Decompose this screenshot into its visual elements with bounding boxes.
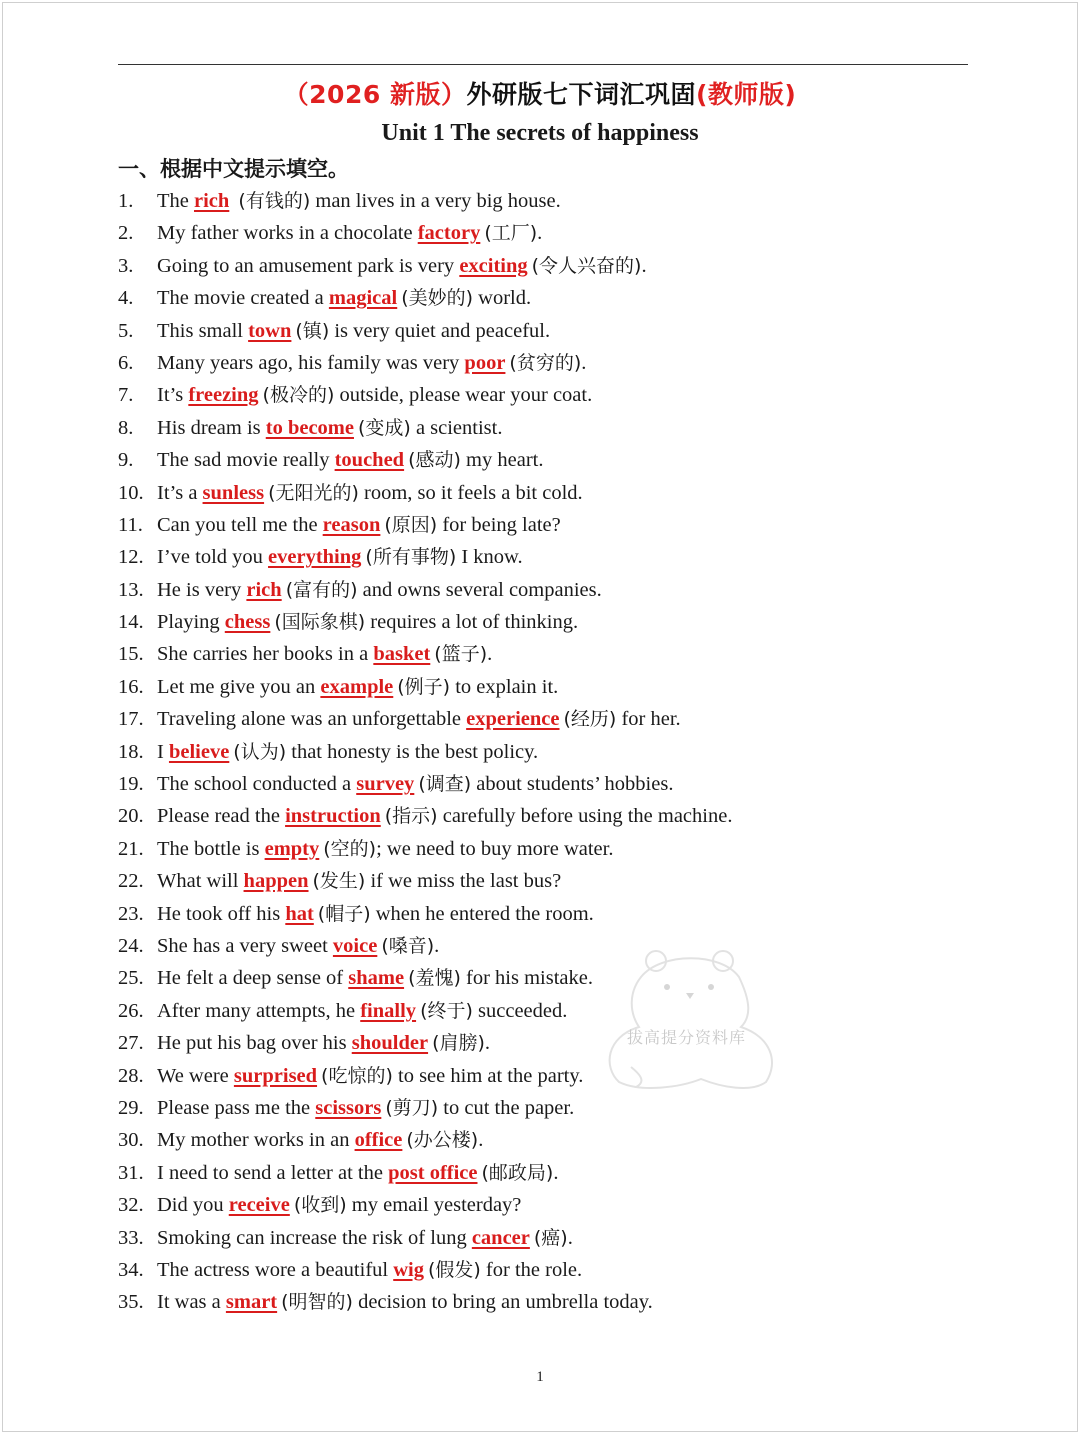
item-number: 17. bbox=[118, 708, 144, 731]
item-text-before: My father works in a chocolate bbox=[157, 222, 418, 245]
item-hint: (感动) bbox=[408, 449, 461, 472]
item-hint: (工厂) bbox=[484, 222, 538, 245]
item-number: 27. bbox=[118, 1032, 144, 1055]
item-hint: (有钱的) bbox=[238, 190, 311, 212]
item-number: 1. bbox=[118, 190, 134, 212]
item-number: 34. bbox=[118, 1258, 144, 1281]
item-number: 16. bbox=[118, 675, 144, 698]
item-answer: example bbox=[320, 675, 394, 698]
item-hint: (假发) bbox=[427, 1258, 481, 1281]
item-answer: freezing bbox=[188, 384, 259, 407]
item-answer: hat bbox=[285, 902, 314, 925]
list-item bbox=[118, 412, 1018, 444]
item-text-before: The actress wore a beautiful bbox=[157, 1258, 394, 1281]
item-number: 23. bbox=[118, 902, 144, 925]
bear-icon bbox=[601, 947, 779, 1093]
item-number: 19. bbox=[118, 773, 144, 796]
item-answer: to become bbox=[265, 416, 354, 439]
item-answer: shoulder bbox=[351, 1032, 429, 1055]
list-item bbox=[118, 185, 1018, 217]
item-text-before: Going to an amusement park is very bbox=[157, 254, 460, 277]
item-answer: survey bbox=[356, 773, 415, 796]
list-item bbox=[118, 444, 1018, 476]
item-text-before: It was a bbox=[157, 1291, 226, 1314]
item-text-after: . bbox=[537, 222, 543, 245]
item-text-before: The school conducted a bbox=[157, 773, 357, 796]
list-item bbox=[118, 509, 1018, 541]
list-item bbox=[118, 1157, 1018, 1189]
item-text-before: Please read the bbox=[157, 805, 286, 828]
item-hint: (美妙的) bbox=[401, 287, 474, 310]
item-hint: (吃惊的) bbox=[321, 1064, 393, 1087]
list-item bbox=[118, 250, 1018, 282]
item-number: 35. bbox=[118, 1291, 144, 1314]
list-item bbox=[118, 217, 1018, 249]
item-hint: (嗓音) bbox=[381, 934, 435, 957]
list-item bbox=[118, 962, 1018, 994]
list-item bbox=[118, 865, 1018, 897]
item-number: 15. bbox=[118, 643, 144, 666]
item-number: 28. bbox=[118, 1064, 144, 1087]
page-number: 1 bbox=[536, 1369, 544, 1385]
item-hint: (羞愧) bbox=[408, 967, 461, 990]
item-number: 30. bbox=[118, 1129, 144, 1152]
item-text-before: Please pass me the bbox=[157, 1096, 316, 1119]
item-answer: post office bbox=[388, 1161, 478, 1184]
list-item bbox=[118, 930, 1018, 962]
item-text-after: requires a lot of thinking. bbox=[365, 611, 579, 634]
item-hint: (原因) bbox=[384, 513, 438, 536]
item-text-before: After many attempts, he bbox=[157, 999, 361, 1022]
item-answer: poor bbox=[464, 351, 506, 374]
item-text-before: He put his bag over his bbox=[157, 1032, 352, 1055]
item-text-before: He took off his bbox=[157, 902, 286, 925]
item-text-after: . bbox=[487, 643, 493, 666]
item-number: 13. bbox=[118, 578, 144, 601]
item-text-after: . bbox=[434, 934, 440, 957]
item-answer: believe bbox=[168, 740, 230, 763]
header-rule bbox=[118, 64, 968, 65]
section-heading: 一、根据中文提示填空。 bbox=[118, 157, 349, 181]
item-hint: (极冷的) bbox=[262, 384, 335, 407]
item-text-after: man lives in a very big house. bbox=[310, 190, 561, 212]
item-text-after: decision to bring an umbrella today. bbox=[352, 1291, 653, 1314]
list-item bbox=[118, 477, 1018, 509]
item-text-before: My mother works in an bbox=[157, 1129, 355, 1152]
item-text-after: . bbox=[478, 1129, 484, 1152]
list-item bbox=[118, 638, 1018, 670]
item-answer: shame bbox=[348, 967, 405, 990]
item-text-after: is very quiet and peaceful. bbox=[329, 319, 551, 342]
item-answer: chess bbox=[224, 611, 271, 634]
item-text-before: Playing bbox=[157, 611, 225, 634]
item-number: 25. bbox=[118, 967, 144, 990]
item-hint: (贫穷的) bbox=[509, 351, 582, 374]
item-answer: surprised bbox=[233, 1064, 318, 1087]
list-item bbox=[118, 833, 1018, 865]
item-number: 4. bbox=[118, 287, 134, 310]
item-text-after: . bbox=[553, 1161, 559, 1184]
item-answer: cancer bbox=[471, 1226, 530, 1249]
item-text-before: The bottle is bbox=[157, 837, 265, 860]
item-answer: smart bbox=[225, 1291, 278, 1314]
watermark-text: 拔高提分资料库 bbox=[627, 1028, 747, 1047]
item-text-before: She carries her books in a bbox=[157, 643, 374, 666]
item-text-after: if we miss the last bus? bbox=[365, 870, 562, 893]
list-item bbox=[118, 1286, 1018, 1318]
item-number: 21. bbox=[118, 837, 144, 860]
item-text-after: to explain it. bbox=[450, 675, 559, 698]
list-item bbox=[118, 1124, 1018, 1156]
item-text-before: He is very bbox=[157, 578, 247, 601]
item-text-after: and owns several companies. bbox=[357, 578, 602, 601]
item-number: 5. bbox=[118, 319, 134, 342]
item-answer: voice bbox=[332, 934, 378, 957]
item-text-after: for being late? bbox=[437, 513, 561, 536]
item-number: 8. bbox=[118, 416, 134, 439]
item-hint: (所有事物) bbox=[365, 546, 457, 569]
item-answer: instruction bbox=[285, 805, 381, 828]
item-answer: sunless bbox=[202, 481, 265, 504]
item-answer: everything bbox=[268, 546, 362, 569]
item-text-before: Can you tell me the bbox=[157, 513, 323, 536]
list-item bbox=[118, 315, 1018, 347]
item-number: 12. bbox=[118, 546, 144, 569]
item-answer: scissors bbox=[315, 1096, 382, 1119]
item-hint: (剪刀) bbox=[385, 1096, 439, 1119]
item-number: 3. bbox=[118, 254, 134, 277]
item-answer: exciting bbox=[459, 254, 528, 277]
title-version: (教师版) bbox=[695, 80, 797, 109]
item-text-after: I know. bbox=[456, 546, 523, 569]
item-text-before: I need to send a letter at the bbox=[157, 1161, 389, 1184]
list-item bbox=[118, 282, 1018, 314]
item-text-before: It’s a bbox=[157, 481, 203, 504]
item-text-after: outside, please wear your coat. bbox=[334, 384, 593, 407]
list-item bbox=[118, 541, 1018, 573]
list-item bbox=[118, 898, 1018, 930]
item-text-after: a scientist. bbox=[410, 416, 503, 439]
document-title bbox=[3, 75, 1077, 111]
item-number: 31. bbox=[118, 1161, 144, 1184]
item-text-after: succeeded. bbox=[472, 999, 568, 1022]
item-hint: (帽子) bbox=[317, 902, 371, 925]
item-answer: happen bbox=[243, 870, 309, 893]
item-text-before: Let me give you an bbox=[157, 675, 321, 698]
item-text-after: when he entered the room. bbox=[370, 902, 594, 925]
item-answer: receive bbox=[228, 1194, 290, 1217]
item-hint: (癌) bbox=[533, 1226, 568, 1249]
item-number: 26. bbox=[118, 999, 144, 1022]
title-main: 外研版七下词汇巩固 bbox=[466, 80, 696, 109]
item-hint: (篮子) bbox=[434, 643, 488, 666]
item-number: 20. bbox=[118, 805, 144, 828]
item-text-before: The bbox=[157, 190, 194, 212]
item-hint: (令人兴奋的) bbox=[531, 254, 642, 277]
item-answer: experience bbox=[466, 708, 560, 731]
title-edition: （2026 新版） bbox=[283, 80, 467, 109]
item-text-after: about students’ hobbies. bbox=[471, 773, 674, 796]
item-text-after: . bbox=[641, 254, 647, 277]
item-answer: rich bbox=[246, 578, 282, 601]
item-answer: town bbox=[248, 319, 292, 342]
item-hint: (指示) bbox=[384, 805, 438, 828]
item-text-after: ; we need to buy more water. bbox=[376, 837, 614, 860]
list-item bbox=[118, 1189, 1018, 1221]
item-hint: (发生) bbox=[312, 870, 366, 893]
item-answer: reason bbox=[322, 513, 381, 536]
item-hint: (肩膀) bbox=[432, 1032, 485, 1055]
item-number: 29. bbox=[118, 1096, 144, 1119]
item-hint: (变成) bbox=[357, 416, 411, 439]
item-text-before: The sad movie really bbox=[157, 449, 335, 472]
document-page bbox=[2, 2, 1078, 1432]
item-hint: (调查) bbox=[418, 773, 472, 796]
item-hint: (例子) bbox=[397, 675, 451, 698]
item-number: 33. bbox=[118, 1226, 144, 1249]
item-number: 2. bbox=[118, 222, 134, 245]
item-hint: (镇) bbox=[295, 319, 330, 342]
item-hint: (空的) bbox=[323, 837, 377, 860]
list-item bbox=[118, 606, 1018, 638]
item-text-before: He felt a deep sense of bbox=[157, 967, 349, 990]
item-number: 11. bbox=[118, 513, 143, 536]
item-text-after: to see him at the party. bbox=[392, 1064, 584, 1087]
item-text-before: I bbox=[157, 740, 169, 763]
item-text-before: We were bbox=[157, 1064, 234, 1087]
item-answer: magical bbox=[328, 287, 398, 310]
item-text-before: It’s bbox=[157, 384, 189, 407]
item-hint: (邮政局) bbox=[481, 1161, 554, 1184]
item-text-after: for her. bbox=[616, 708, 681, 731]
list-item bbox=[118, 1254, 1018, 1286]
item-text-after: to cut the paper. bbox=[438, 1096, 575, 1119]
item-answer: wig bbox=[393, 1258, 424, 1281]
item-hint: (终于) bbox=[420, 999, 473, 1022]
item-text-before: Smoking can increase the risk of lung bbox=[157, 1226, 472, 1249]
list-item bbox=[118, 736, 1018, 768]
item-text-after: that honesty is the best policy. bbox=[286, 740, 539, 763]
item-text-before: I’ve told you bbox=[157, 546, 269, 569]
list-item bbox=[118, 1027, 1018, 1059]
item-number: 18. bbox=[118, 740, 144, 763]
unit-title: Unit 1 The secrets of happiness bbox=[381, 120, 699, 146]
list-item bbox=[118, 347, 1018, 379]
item-text-after: room, so it feels a bit cold. bbox=[358, 481, 583, 504]
item-hint: (收到) bbox=[293, 1194, 347, 1217]
item-hint: (富有的) bbox=[285, 578, 358, 601]
item-hint: (无阳光的) bbox=[268, 481, 359, 504]
list-item bbox=[118, 703, 1018, 735]
item-text-after: my email yesterday? bbox=[346, 1194, 522, 1217]
item-answer: touched bbox=[334, 449, 405, 472]
item-number: 14. bbox=[118, 611, 144, 634]
item-number: 24. bbox=[118, 934, 144, 957]
item-text-before: Traveling alone was an unforgettable bbox=[157, 708, 467, 731]
item-text-after: my heart. bbox=[460, 449, 544, 472]
item-text-after: . bbox=[581, 351, 587, 374]
item-number: 6. bbox=[118, 351, 134, 374]
item-number: 32. bbox=[118, 1194, 144, 1217]
item-hint: (明智的) bbox=[281, 1291, 353, 1314]
item-answer: rich bbox=[194, 190, 230, 212]
list-item bbox=[118, 1092, 1018, 1124]
item-answer: finally bbox=[360, 999, 417, 1022]
item-answer: empty bbox=[264, 837, 320, 860]
item-number: 7. bbox=[118, 384, 134, 407]
item-hint: (认为) bbox=[233, 740, 287, 763]
item-text-after: . bbox=[567, 1226, 573, 1249]
item-answer: basket bbox=[373, 643, 431, 666]
list-item bbox=[118, 574, 1018, 606]
item-text-before: Many years ago, his family was very bbox=[157, 351, 465, 374]
item-text-after: . bbox=[484, 1032, 491, 1055]
item-text-before: His dream is bbox=[157, 416, 266, 439]
item-answer: factory bbox=[417, 222, 481, 245]
item-text-after: for the role. bbox=[480, 1258, 583, 1281]
exercise-list bbox=[118, 185, 1018, 1319]
list-item bbox=[118, 671, 1018, 703]
item-text-before: What will bbox=[157, 870, 244, 893]
item-text-before: She has a very sweet bbox=[157, 934, 333, 957]
item-number: 10. bbox=[118, 481, 144, 504]
item-answer: office bbox=[354, 1129, 403, 1152]
list-item bbox=[118, 1222, 1018, 1254]
item-text-before: The movie created a bbox=[157, 287, 329, 310]
item-hint: (办公楼) bbox=[406, 1129, 479, 1152]
item-text-before: This small bbox=[157, 319, 249, 342]
list-item bbox=[118, 800, 1018, 832]
item-number: 22. bbox=[118, 870, 144, 893]
list-item bbox=[118, 379, 1018, 411]
item-number: 9. bbox=[118, 449, 134, 472]
list-item bbox=[118, 768, 1018, 800]
item-text-after: carefully before using the machine. bbox=[437, 805, 733, 828]
list-item bbox=[118, 1060, 1018, 1092]
list-item bbox=[118, 995, 1018, 1027]
item-text-after: world. bbox=[473, 287, 532, 310]
item-text-before: Did you bbox=[157, 1194, 229, 1217]
item-text-after: for his mistake. bbox=[460, 967, 593, 990]
item-hint: (经历) bbox=[563, 708, 617, 731]
item-hint: (国际象棋) bbox=[274, 611, 366, 634]
